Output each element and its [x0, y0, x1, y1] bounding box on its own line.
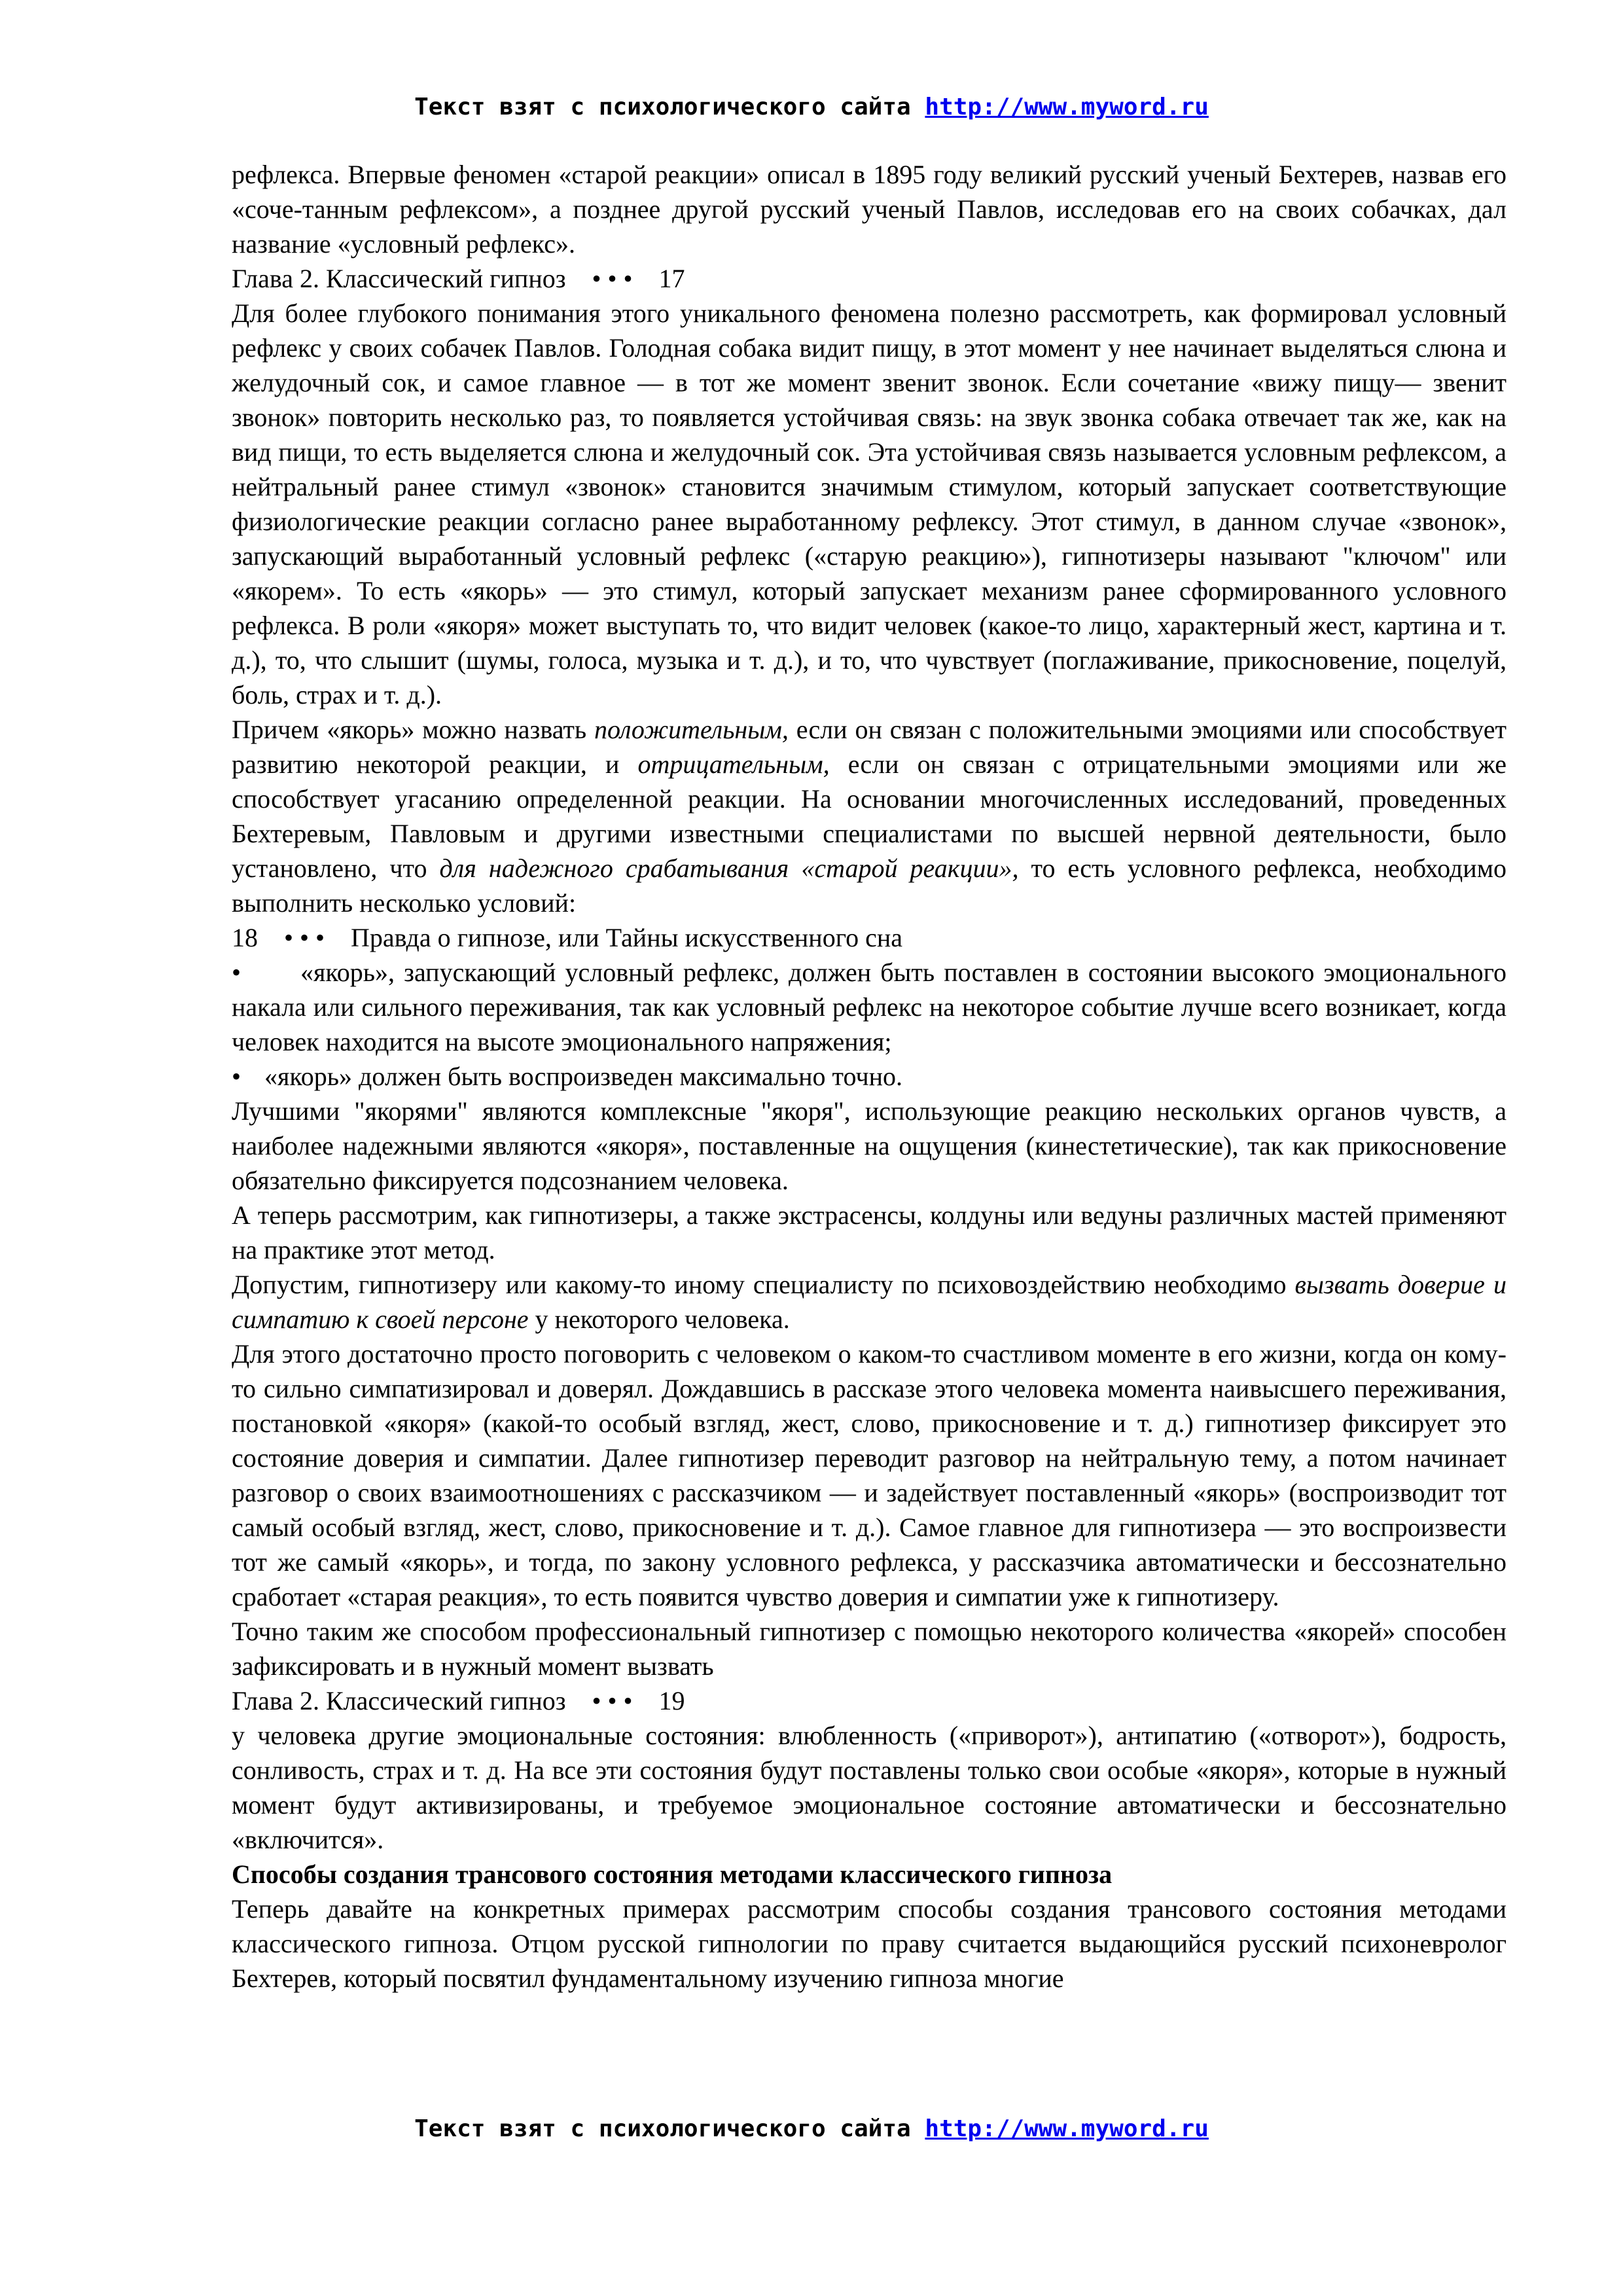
paragraph-3-text-e: если он связан с отрицательными эмоциями или же способствует угасанию определенной реакции. На основании многочисленных исследований, проведенных Бехтеревым, Павловым и другими известными специалистами по высшей нервной деятельности, было установлено, что — [232, 749, 1507, 883]
paragraph-6-text-a: Допустим, гипнотизеру или какому-то иному специалисту по психовоздействию необходимо — [232, 1270, 1295, 1299]
paragraph-3-italic-positive: положительным, — [594, 715, 789, 744]
page-body — [232, 157, 1507, 1996]
running-header-17: Глава 2. Классический гипноз • • • 17 — [232, 264, 685, 293]
paragraph-3-text-a: Причем «якорь» можно назвать — [232, 715, 594, 744]
paragraph-6-text-c: у некоторого человека. — [528, 1304, 790, 1334]
bullet-mark: • — [232, 1062, 241, 1091]
bullet-item-2 — [232, 1059, 1507, 1094]
bullet-item-1 — [232, 955, 1507, 1059]
paragraph-5: А теперь рассмотрим, как гипнотизеры, а также экстрасенсы, колдуны или ведуны различных мастей применяют на практике этот метод. — [232, 1200, 1507, 1265]
paragraph-3-text-g: то есть условного рефлекса, необходимо выполнить несколько условий: — [232, 853, 1507, 918]
header-site-line — [0, 94, 1623, 120]
paragraph-3-text-c: если он связан с положительными эмоциями или способствует развитию некоторой реакции, и — [232, 715, 1507, 779]
paragraph-3-italic-negative: отрицательным, — [637, 749, 830, 779]
section-heading: Способы создания трансового состояния методами классического гипноза — [232, 1859, 1113, 1889]
bullet-item-1-text: «якорь», запускающий условный рефлекс, должен быть поставлен в состоянии высокого эмоционального накала или сильного переживания, так как условный рефлекс на некоторое событие лучше всего возникает, когда человек находится на высоте эмоционального напряжения; — [232, 958, 1507, 1056]
paragraph-6-italic: вызвать доверие и симпатию к своей персоне — [232, 1270, 1507, 1334]
running-header-19: Глава 2. Классический гипноз • • • 19 — [232, 1686, 685, 1715]
header-site-link[interactable]: http://www.myword.ru — [925, 94, 1209, 120]
paragraph-2: Для более глубокого понимания этого уникального феномена полезно рассмотреть, как формировал условный рефлекс у своих собачек Павлов. Голодная собака видит пищу, в этот момент у нее начинает выделяться слюна и желудочный сок, и самое главное — в тот же момент звенит звонок. Если сочетание «вижу пищу— звенит звонок» повторить несколько раз, то появляется устойчивая связь: на звук звонка собака отвечает так же, как на вид пищи, то есть выделяется слюна и желудочный сок. Эта устойчивая связь называется условным рефлексом, а нейтральный ранее стимул «звонок» становится значимым стимулом, который запускает соответствующие физиологические реакции согласно ранее выработанному рефлексу. Этот стимул, в данном случае «звонок», запускающий выработанный условный рефлекс («старую реакцию»), гипнотизеры называют "ключом" или «якорем». То есть «якорь» — это стимул, который запускает механизм ранее сформированного условного рефлекса. В роли «якоря» может выступать то, что видит человек (какое-то лицо, характерный жест, картина и т. д.), то, что слышит (шумы, голоса, музыка и т. д.), и то, что чувствует (поглаживание, прикосновение, поцелуй, боль, страх и т. д.). — [232, 298, 1507, 709]
bullet-item-2-text: «якорь» должен быть воспроизведен максимально точно. — [264, 1062, 902, 1091]
paragraph-6 — [232, 1267, 1507, 1336]
paragraph-3 — [232, 712, 1507, 920]
paragraph-8: Точно таким же способом профессиональный гипнотизер с помощью некоторого количества «якорей» способен зафиксировать и в нужный момент вызвать — [232, 1617, 1507, 1681]
paragraph-4: Лучшими "якорями" являются комплексные "якоря", использующие реакцию нескольких органов чувств, а наиболее надежными являются «якоря», поставленные на ощущения (кинестетические), так как прикосновение обязательно фиксируется подсознанием человека. — [232, 1096, 1507, 1195]
running-header-18: 18 • • • Правда о гипнозе, или Тайны искусственного сна — [232, 923, 903, 952]
paragraph-10: Теперь давайте на конкретных примерах рассмотрим способы создания трансового состояния методами классического гипноза. Отцом русской гипнологии по праву считается выдающийся русский психоневролог Бехтерев, который посвятил фундаментальному изучению гипноза многие — [232, 1894, 1507, 1993]
paragraph-3-italic-condition: для надежного срабатывания «старой реакции», — [439, 853, 1019, 883]
paragraph-9: у человека другие эмоциональные состояния: влюбленность («приворот»), антипатию («отворот»), бодрость, сонливость, страх и т. д. На все эти состояния будут поставлены только свои особые «якоря», которые в нужный момент будут активизированы, и требуемое эмоциональное состояние автоматически и бессознательно «включится». — [232, 1721, 1507, 1854]
paragraph-1: рефлекса. Впервые феномен «старой реакции» описал в 1895 году великий русский ученый Бехтерев, назвав его «соче-танным рефлексом», а позднее другой русский ученый Павлов, исследовав его на своих собачках, дал название «условный рефлекс». — [232, 160, 1507, 259]
footer-text: Текст взят с психологического сайта — [414, 2115, 911, 2142]
footer-site-line — [0, 2115, 1623, 2142]
paragraph-7: Для этого достаточно просто поговорить с человеком о каком-то счастливом моменте в его жизни, когда он кому-то сильно симпатизировал и доверял. Дождавшись в рассказе этого человека момента наивысшего переживания, постановкой «якоря» (какой-то особый взгляд, жест, слово, прикосновение и т. д.) гипнотизер фиксирует это состояние доверия и симпатии. Далее гипнотизер переводит разговор на нейтральную тему, а потом начинает разговор о своих взаимоотношениях с рассказчиком — и задействует поставленный «якорь» (воспроизводит тот самый особый взгляд, жест, слово, прикосновение и т. д.). Самое главное для гипнотизера — это воспроизвести тот же самый «якорь», и тогда, по закону условного рефлекса, у рассказчика автоматически и бессознательно сработает «старая реакция», то есть появится чувство доверия и симпатии уже к гипнотизеру. — [232, 1339, 1507, 1611]
bullet-mark: • — [232, 958, 241, 987]
header-text: Текст взят с психологического сайта — [414, 94, 911, 120]
footer-site-link[interactable]: http://www.myword.ru — [925, 2115, 1209, 2142]
